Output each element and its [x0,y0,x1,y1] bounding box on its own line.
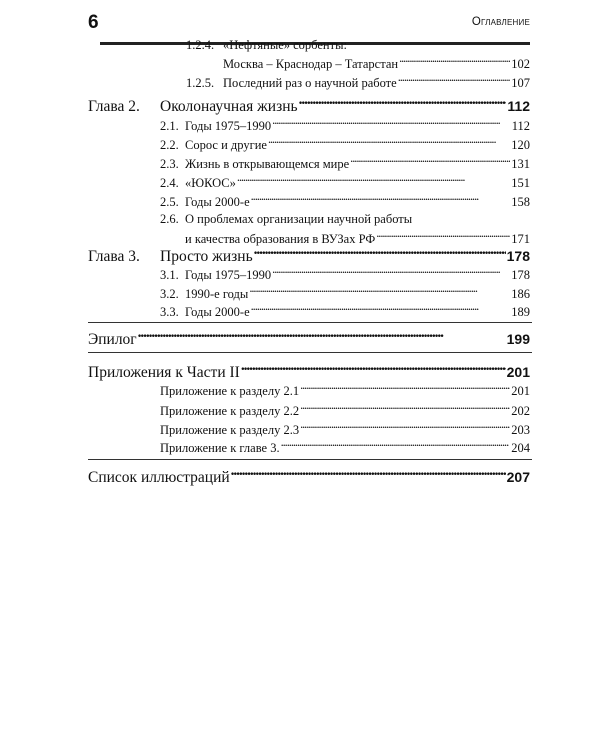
toc-chapter-3-page: 178 [506,247,530,264]
toc-epilogue-page: 199 [506,330,530,347]
toc-appendices[interactable] [88,361,530,382]
toc-appendices-title: Приложения к Части II [88,363,240,381]
page-number: 6 [88,12,99,33]
dot-leader [249,285,510,298]
toc-appendices-page: 201 [506,363,530,380]
toc-num-2-6: 2.6. [160,212,179,226]
toc-title-2-2: Сорос и другие [185,137,267,152]
toc-title-1-2-4-line1: «Нефтяные» сорбенты: [223,38,347,52]
dot-leader [241,361,506,377]
toc-title-1-2-4-line2: Москва – Краснодар – Татарстан [223,56,399,71]
toc-chapter-3-title: Просто жизнь [160,247,253,265]
toc-title-2-6-line2: и качества образования в ВУЗах РФ [185,231,376,246]
dot-leader [251,303,511,316]
toc-title-1-2-5: Последний раз о научной работе [223,75,397,90]
section-divider [88,322,532,323]
toc-num-3-1: 3.1. [160,267,179,282]
dot-leader [237,174,510,187]
toc-num-1-2-4: 1.2.4. [186,38,215,52]
toc-appendix-2-3-title: Приложение к разделу 2.3 [160,422,300,437]
toc-num-2-3: 2.3. [160,156,179,171]
toc-title-2-1: Годы 1975–1990 [185,118,272,133]
toc-entry-3-1[interactable] [160,266,530,283]
toc-entry-2-5[interactable] [160,193,530,210]
toc-entry-2-4[interactable] [160,174,530,191]
toc-page-1-2-5: 107 [511,75,530,90]
toc-page-2-1: 112 [511,118,530,133]
toc-title-2-3: Жизнь в открывающемся мире [185,156,350,171]
dot-leader [254,245,506,261]
dot-leader [300,402,510,415]
toc-chapter-2[interactable] [88,95,530,116]
toc-appendix-2-1-title: Приложение к разделу 2.1 [160,383,300,398]
toc-page-2-3: 131 [511,156,530,171]
toc-num-2-5: 2.5. [160,194,179,209]
toc-illustrations[interactable] [88,466,530,487]
toc-title-2-5: Годы 2000-е [185,194,250,209]
toc-page-2-5: 158 [511,194,530,209]
toc-appendix-2-1-page: 201 [511,383,530,398]
running-title: Оглавление [471,16,530,28]
toc-appendix-2-2-title: Приложение к разделу 2.2 [160,403,300,418]
section-divider [88,352,532,353]
toc-entry-3-2[interactable] [160,285,530,302]
toc-page-3-1: 178 [511,267,530,282]
toc-title-2-4: «ЮКОС» [185,175,236,190]
toc-appendix-2-3[interactable] [160,421,530,438]
toc-epilogue-title: Эпилог [88,330,137,348]
toc-entry-2-2[interactable] [160,136,530,153]
dot-leader [281,439,511,452]
toc-title-3-3: Годы 2000-е [185,304,250,319]
toc-title-3-2: 1990-е годы [185,286,249,301]
toc-num-3-3: 3.3. [160,304,179,319]
dot-leader [231,466,506,482]
toc-epilogue[interactable] [88,328,530,349]
toc-entry-2-1[interactable] [160,117,530,134]
toc-num-2-4: 2.4. [160,175,179,190]
dot-leader [300,421,510,434]
dot-leader [399,55,510,68]
toc-page-2-2: 120 [511,137,530,152]
toc-entry-3-3[interactable] [160,303,530,320]
toc-page-3-3: 189 [511,304,530,319]
toc-entry-1-2-5[interactable] [186,74,530,91]
dot-leader [272,266,510,279]
dot-leader [398,74,511,87]
dot-leader [376,230,510,243]
toc-illustrations-title: Список иллюстраций [88,468,230,486]
toc-appendix-2-2-page: 202 [511,403,530,418]
toc-entry-2-3[interactable] [160,155,530,172]
toc-illustrations-page: 207 [506,468,530,485]
toc-page-1-2-4: 102 [511,56,530,71]
toc-num-2-2: 2.2. [160,137,179,152]
toc-title-2-6-line1: О проблемах организации научной работы [185,212,413,226]
dot-leader [268,136,510,149]
toc-chapter-3-label: Глава 3. [88,247,140,265]
toc-appendix-ch-3[interactable] [160,439,530,456]
toc-num-3-2: 3.2. [160,286,179,301]
toc-chapter-2-label: Глава 2. [88,97,140,115]
toc-chapter-3[interactable] [88,245,530,266]
section-divider [88,459,532,460]
toc-chapter-2-page: 112 [507,97,530,114]
toc-num-2-1: 2.1. [160,118,179,133]
toc-page-2-6: 171 [511,231,530,246]
toc-page-2-4: 151 [511,175,530,190]
dot-leader [251,193,511,206]
toc-appendix-ch-3-page: 204 [511,440,530,455]
toc-appendix-2-2[interactable] [160,402,530,419]
dot-leader [138,328,506,344]
toc-num-1-2-5: 1.2.5. [186,75,215,90]
toc-entry-1-2-4[interactable] [223,55,530,72]
toc-appendix-2-3-page: 203 [511,422,530,437]
dot-leader [299,95,507,111]
toc-appendix-2-1[interactable] [160,382,530,399]
dot-leader [300,382,510,395]
dot-leader [350,155,510,168]
toc-appendix-ch-3-title: Приложение к главе 3. [160,440,280,455]
dot-leader [272,117,511,130]
toc-page-3-2: 186 [511,286,530,301]
toc-title-3-1: Годы 1975–1990 [185,267,272,282]
toc-chapter-2-title: Околонаучная жизнь [160,97,298,115]
